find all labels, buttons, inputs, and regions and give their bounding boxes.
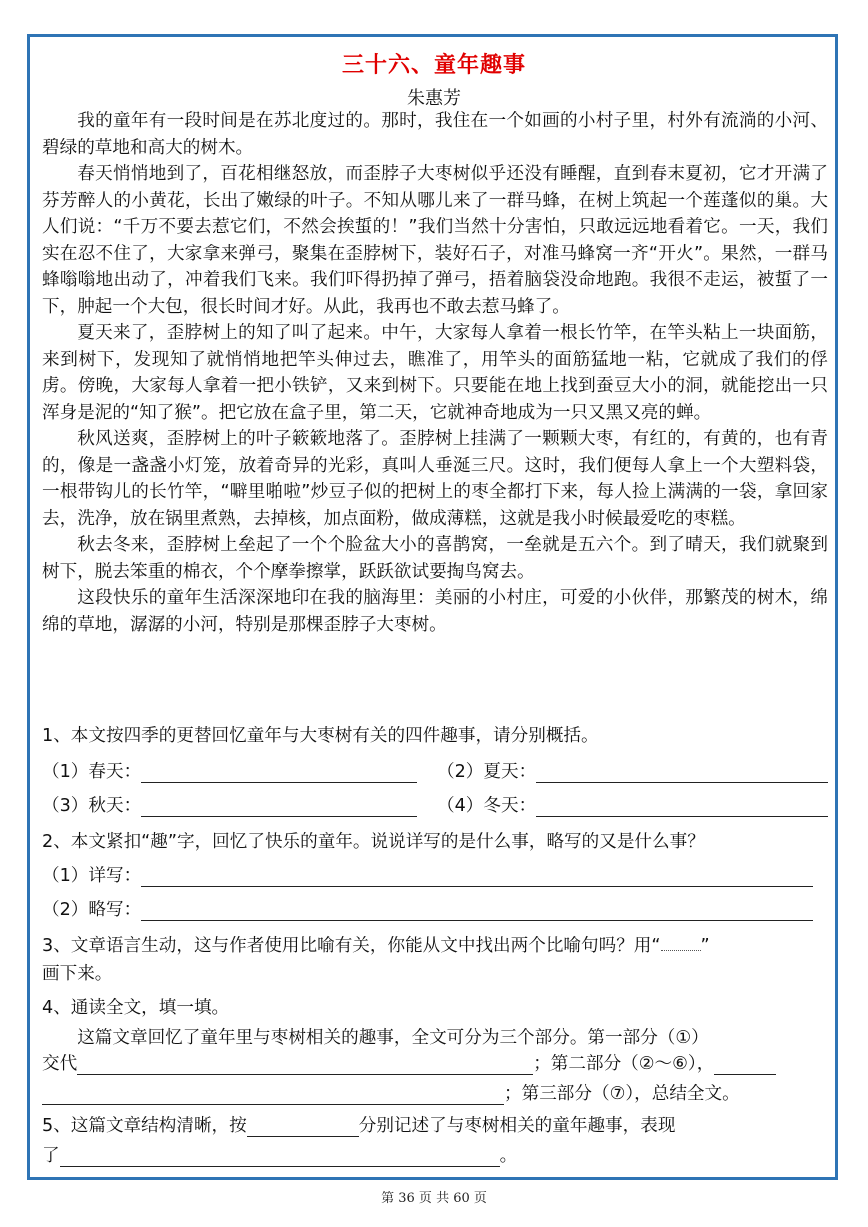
question-4: 4、通读全文，填一填。 [42, 998, 230, 1018]
q2-row-2 [42, 896, 828, 926]
paragraph: 我的童年有一段时间是在苏北度过的。那时，我住在一个如画的小村子里，村外有流淌的小河、碧绿的草地和高大的树木。 [42, 111, 828, 158]
q1-spring-label: （1）春天： [42, 762, 142, 782]
q1-spring-blank[interactable] [141, 760, 417, 783]
q1-row-1 [42, 758, 828, 788]
q4-jiaodai-label: 交代 [42, 1054, 78, 1074]
q2-brief-blank[interactable] [141, 898, 813, 921]
q3-quote-close: ” [700, 936, 710, 956]
paragraph: 秋风送爽，歪脖树上的叶子簌簌地落了。歪脖树上挂满了一颗颗大枣，有红的，有黄的，也有青的，像是一盏盏小灯笼，放着奇异的光彩，真叫人垂涎三尺。这时，我们便每人拿上一个大塑料袋，一根带钩儿的长竹竿，“噼里啪啦”炒豆子似的把树上的枣全都打下来，每人捡上满满的一袋，拿回家去，洗净，放在锅里煮熟，去掉核，加点面粉，做成薄糕，这就是我小时候最爱吃的枣糕。 [42, 429, 828, 529]
q4-part1-blank[interactable] [77, 1052, 533, 1075]
q4-row-3 [42, 1080, 828, 1110]
q3-text-cont: 画下来。 [42, 964, 113, 984]
q4-part2-blank-a[interactable] [714, 1052, 776, 1075]
q3-text: 3、文章语言生动，这与作者使用比喻有关，你能从文中找出两个比喻句吗？用“ [42, 936, 661, 956]
question-2: 2、本文紧扣“趣”字，回忆了快乐的童年。说说详写的是什么事，略写的又是什么事？ [42, 832, 705, 852]
wavy-underline-sample [661, 936, 701, 951]
page-footer: 第 36 页 共 60 页 [381, 1191, 487, 1206]
paragraph: 秋去冬来，歪脖树上垒起了一个个脸盆大小的喜鹊窝，一垒就是五六个。到了晴天，我们就聚到树下，脱去笨重的棉衣，个个摩拳擦掌，跃跃欲试要掏鸟窝去。 [42, 535, 828, 582]
q5-row-1 [42, 1112, 828, 1142]
q5-row-2 [42, 1142, 828, 1172]
paragraph: 春天悄悄地到了，百花相继怒放，而歪脖子大枣树似乎还没有睡醒，直到春末夏初，它才开满了芬芳醉人的小黄花，长出了嫩绿的叶子。不知从哪儿来了一群马蜂，在树上筑起一个莲蓬似的巢。大人们说：“千万不要去惹它们，不然会挨蜇的！”我们当然十分害怕，只敢远远地看着它。一天，我们实在忍不住了，大家拿来弹弓，聚集在歪脖树下，装好石子，对准马蜂窝一齐“开火”。果然，一群马蜂嗡嗡地出动了，冲着我们飞来。我们吓得扔掉了弹弓，捂着脑袋没命地跑。我很不走运，被蜇了一下，肿起一个大包，很长时间才好。从此，我再也不敢去惹马蜂了。 [42, 164, 828, 317]
q4-part2-blank-b[interactable] [42, 1082, 504, 1105]
q1-summer-label: （2）夏天： [437, 762, 537, 782]
q5-order-blank[interactable] [247, 1114, 359, 1137]
q5-text-c: 了 [42, 1146, 60, 1166]
q4-row-2 [42, 1050, 828, 1080]
q2-detail-blank[interactable] [141, 864, 813, 887]
q1-row-2 [42, 792, 828, 822]
q1-autumn-blank[interactable] [141, 794, 417, 817]
q2-detail-label: （1）详写： [42, 866, 142, 886]
q4-part2-label: ；第二部分（②～⑥）， [533, 1054, 715, 1074]
q1-summer-blank[interactable] [536, 760, 828, 783]
author-name: 朱惠芳 [407, 88, 461, 109]
question-1: 1、本文按四季的更替回忆童年与大枣树有关的四件趣事，请分别概括。 [42, 726, 599, 746]
paragraph: 夏天来了，歪脖树上的知了叫了起来。中午，大家每人拿着一根长竹竿，在竿头粘上一块面筋，来到树下，发现知了就悄悄地把竿头伸过去，瞧准了，用竿头的面筋猛地一粘，它就成了我们的俘虏。傍晚，大家每人拿着一把小铁铲，又来到树下。只要能在地上找到蚕豆大小的洞，就能挖出一只浑身是泥的“知了猴”。把它放在盒子里，第二天，它就神奇地成为一只又黑又亮的蝉。 [42, 323, 828, 423]
paragraph: 这段快乐的童年生活深深地印在我的脑海里：美丽的小村庄，可爱的小伙伴，那繁茂的树木，绵绵的草地，潺潺的小河，特别是那棵歪脖子大枣树。 [42, 588, 828, 635]
article-title: 三十六、童年趣事 [341, 53, 526, 78]
q1-winter-blank[interactable] [536, 794, 828, 817]
q4-line-1: 这篇文章回忆了童年里与枣树相关的趣事，全文可分为三个部分。第一部分（①） [77, 1028, 709, 1048]
q4-part3-label: ；第三部分（⑦），总结全文。 [504, 1084, 740, 1104]
q5-theme-blank[interactable] [60, 1144, 500, 1167]
q5-text-end: 。 [499, 1146, 518, 1166]
q2-row-1 [42, 862, 828, 892]
question-3 [42, 932, 828, 988]
q1-autumn-label: （3）秋天： [42, 796, 142, 816]
q5-text-a: 5、这篇文章结构清晰，按 [42, 1116, 247, 1136]
q5-text-b: 分别记述了与枣树相关的童年趣事，表现 [358, 1116, 676, 1136]
q1-winter-label: （4）冬天： [437, 796, 537, 816]
q2-brief-label: （2）略写： [42, 900, 142, 920]
article-body [42, 108, 828, 638]
